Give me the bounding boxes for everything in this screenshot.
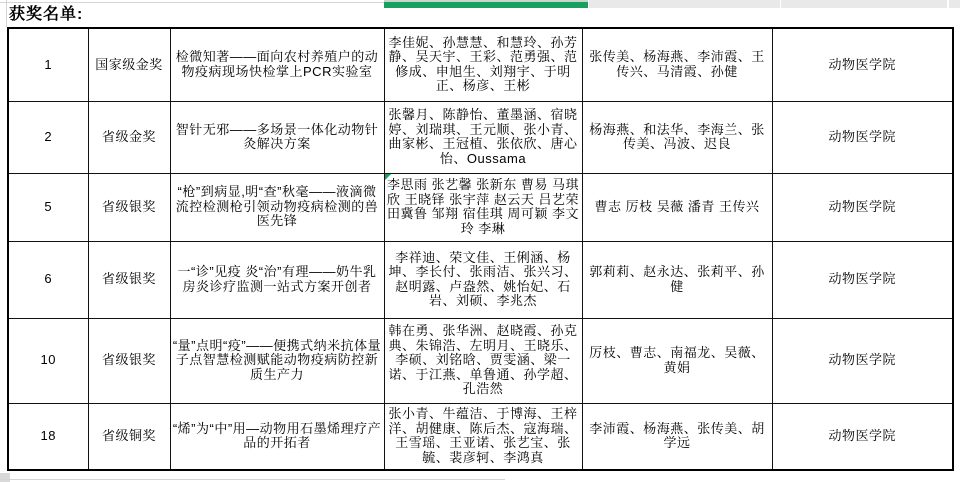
cell-college[interactable]: 动物医学院 [772, 318, 953, 403]
cell-advisors[interactable]: 李沛霞、杨海燕、张传美、胡学远 [582, 403, 772, 470]
cell-advisors[interactable]: 曹志 厉枝 吴薇 潘青 王传兴 [582, 173, 772, 241]
members-text: 李思雨 张艺馨 张新东 曹易 马琪欣 王晓铎 张宇萍 赵云天 吕艺荣 田冀鲁 邹翔 宿佳琪 周可颖 李文玲 李琳 [387, 177, 579, 236]
cell-rank-number[interactable]: 1 [8, 28, 88, 101]
cell-rank-number[interactable]: 2 [8, 101, 88, 173]
table-row [8, 241, 953, 318]
cell-award-level[interactable]: 省级银奖 [88, 241, 170, 318]
cell-college[interactable]: 动物医学院 [772, 173, 953, 241]
cell-team-members[interactable] [384, 173, 582, 241]
cell-college[interactable]: 动物医学院 [772, 28, 953, 101]
cell-project-title[interactable]: 智针无邪——多场景一体化动物针灸解决方案 [170, 101, 384, 173]
table-row [8, 101, 953, 173]
cell-project-title[interactable]: “量”点明“疫”——便携式纳米抗体量子点智慧检测赋能动物疫病防控新质生产力 [170, 318, 384, 403]
cell-award-level[interactable]: 国家级金奖 [88, 28, 170, 101]
cell-note-marker-icon [385, 174, 391, 180]
cell-advisors[interactable]: 郭莉莉、赵永达、张莉平、孙健 [582, 241, 772, 318]
cell-project-title[interactable]: 一“诊”见疫 炎“治”有理——奶牛乳房炎诊疗监测一站式方案开创者 [170, 241, 384, 318]
cell-advisors[interactable]: 张传美、杨海燕、李沛霞、王传兴、马清霞、孙健 [582, 28, 772, 101]
cell-rank-number[interactable]: 6 [8, 241, 88, 318]
cell-team-members[interactable]: 张馨月、陈静怡、董墨涵、宿晓婷、刘瑞琪、王元顺、张小青、曲家彬、王冠植、张依欣、唐心怡、Oussama [384, 101, 582, 173]
table-row [8, 318, 953, 403]
cell-project-title[interactable]: “枪”到病显,明“查”秋毫——液滴微流控检测枪引领动物疫病检测的兽医先锋 [170, 173, 384, 241]
cell-award-level[interactable]: 省级银奖 [88, 318, 170, 403]
table-row [8, 173, 953, 241]
cell-project-title[interactable]: “烯”为“中”用—动物用石墨烯理疗产品的开拓者 [170, 403, 384, 470]
green-cell-remnant [384, 0, 588, 8]
cell-team-members[interactable]: 张小青、牛蕴洁、于博海、王梓洋、胡健康、陈后杰、寇海瑞、王雪瑶、王亚诺、张艺宝、张毓、裴彦轲、李鸿真 [384, 403, 582, 470]
cell-rank-number[interactable]: 10 [8, 318, 88, 403]
cell-college[interactable]: 动物医学院 [772, 403, 953, 470]
gridline [0, 479, 505, 480]
cell-award-level[interactable]: 省级铜奖 [88, 403, 170, 470]
page-title[interactable]: 获奖名单: [9, 6, 84, 23]
cell-rank-number[interactable]: 5 [8, 173, 88, 241]
cell-team-members[interactable]: 韩在勇、张华洲、赵晓霞、孙克典、朱锦浩、左明月、王晓乐、李硕、刘铭晗、贾雯涵、梁一诺、于江燕、单鲁通、孙学超、孔浩然 [384, 318, 582, 403]
grey-cell-remnant [589, 0, 780, 8]
gridline [6, 0, 7, 27]
grey-cell-remnant [949, 0, 960, 8]
awards-table [7, 27, 954, 471]
cell-team-members[interactable]: 李佳妮、孙慧慧、和慧玲、孙芳静、吴天宇、王彩、范勇强、范修成、申旭生、刘翔宇、于明正、杨彦、王彬 [384, 28, 582, 101]
grey-cell-remnant [781, 0, 947, 8]
row-header-remnant [0, 473, 10, 482]
cell-team-members[interactable]: 李祥迪、荣文佳、王俐涵、杨坤、李长付、张雨洁、张兴习、赵明露、卢盎然、姚怡妃、石岩、刘硕、李兆杰 [384, 241, 582, 318]
gridline [0, 2, 384, 3]
cell-college[interactable]: 动物医学院 [772, 241, 953, 318]
cell-award-level[interactable]: 省级银奖 [88, 173, 170, 241]
cell-rank-number[interactable]: 18 [8, 403, 88, 470]
table-row [8, 403, 953, 470]
cell-college[interactable]: 动物医学院 [772, 101, 953, 173]
cell-project-title[interactable]: 检微知著——面向农村养殖户的动物疫病现场快检掌上PCR实验室 [170, 28, 384, 101]
cell-award-level[interactable]: 省级金奖 [88, 101, 170, 173]
cell-advisors[interactable]: 杨海燕、和法华、李海兰、张传美、冯波、迟良 [582, 101, 772, 173]
table-row [8, 28, 953, 101]
cell-advisors[interactable]: 厉枝、曹志、南福龙、吴薇、黄娟 [582, 318, 772, 403]
